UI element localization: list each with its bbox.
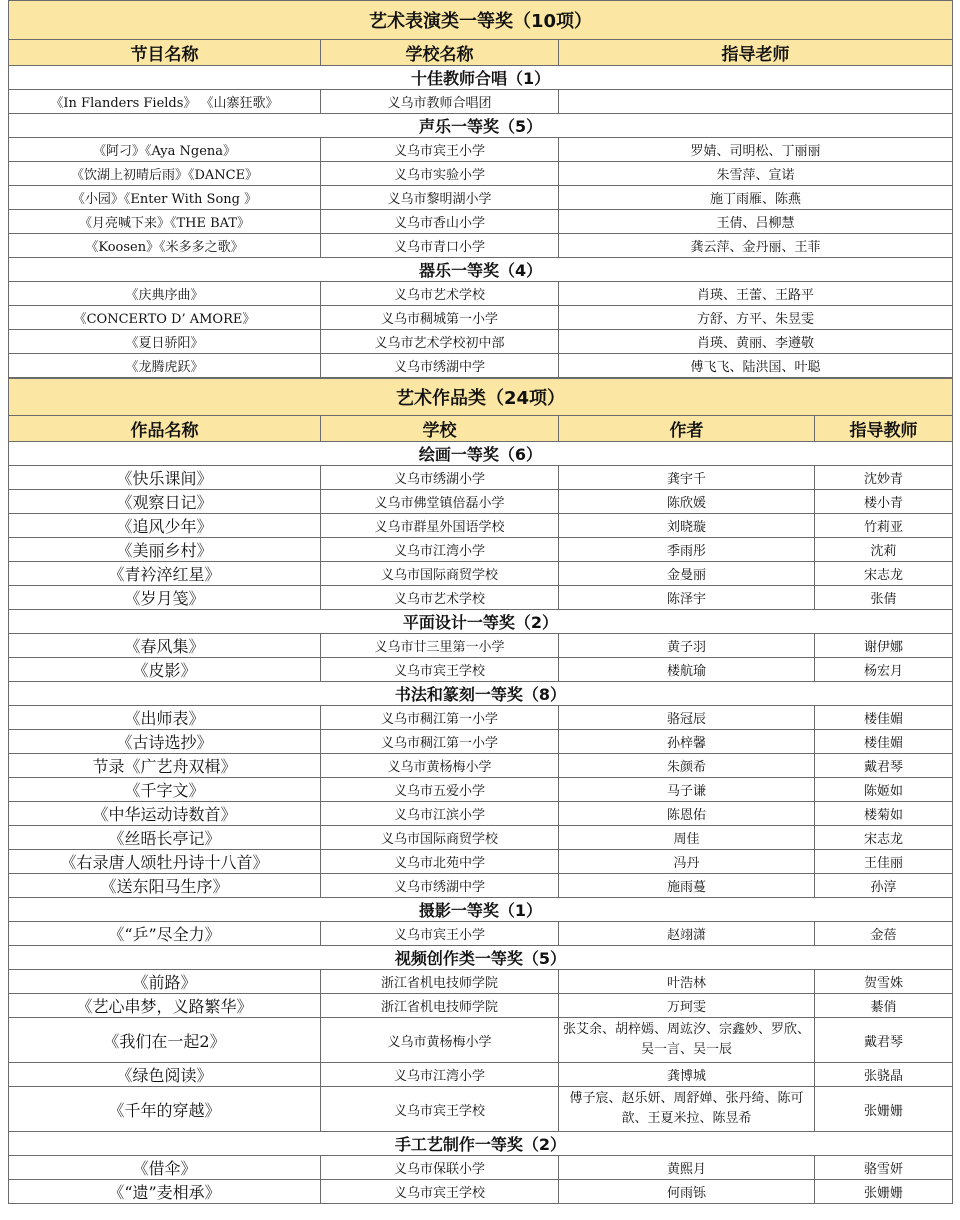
- award-group-title: 绘画一等奖（6）: [9, 442, 953, 466]
- program-name-cell: 《饮湖上初晴后雨》《DANCE》: [9, 162, 321, 186]
- author-cell: 刘晓璇: [559, 514, 815, 538]
- author-cell: 周佳: [559, 826, 815, 850]
- advisor-cell: 孙淳: [815, 874, 953, 898]
- table-row: [9, 282, 953, 306]
- teacher-cell: 肖瑛、黄丽、李遵敬: [559, 330, 953, 354]
- author-cell: 陈欣媛: [559, 490, 815, 514]
- advisor-cell: 张骁晶: [815, 1063, 953, 1087]
- school-cell: 义乌市群星外国语学校: [321, 514, 559, 538]
- award-group-title: 视频创作类一等奖（5）: [9, 946, 953, 970]
- work-name-cell: 《丝晤长亭记》: [9, 826, 321, 850]
- work-name-cell: 《快乐课间》: [9, 466, 321, 490]
- work-name-cell: 《春风集》: [9, 634, 321, 658]
- work-name-cell: 《中华运动诗数首》: [9, 802, 321, 826]
- school-cell: 义乌市宾王学校: [321, 1180, 559, 1204]
- author-cell: 龚宇千: [559, 466, 815, 490]
- advisor-cell: 张姗姗: [815, 1087, 953, 1132]
- author-cell: 季雨彤: [559, 538, 815, 562]
- table-row: [9, 586, 953, 610]
- advisor-cell: 楼菊如: [815, 802, 953, 826]
- author-cell: 黄熙月: [559, 1156, 815, 1180]
- work-name-cell: 《绿色阅读》: [9, 1063, 321, 1087]
- work-name-cell: 节录《广艺舟双楫》: [9, 754, 321, 778]
- table-row: [9, 730, 953, 754]
- author-cell: 何雨铄: [559, 1180, 815, 1204]
- teacher-cell: 龚云萍、金丹丽、王菲: [559, 234, 953, 258]
- teacher-cell: 肖瑛、王蕾、王路平: [559, 282, 953, 306]
- school-cell: 义乌市国际商贸学校: [321, 826, 559, 850]
- award-group-row: [9, 682, 953, 706]
- school-name-cell: 义乌市教师合唱团: [321, 90, 559, 114]
- award-group-row: [9, 66, 953, 90]
- table-row: [9, 706, 953, 730]
- advisor-cell: 宋志龙: [815, 826, 953, 850]
- table-row: [9, 490, 953, 514]
- table-row: [9, 186, 953, 210]
- school-cell: 义乌市宾王小学: [321, 922, 559, 946]
- school-name-cell: 义乌市黎明湖小学: [321, 186, 559, 210]
- table-row: [9, 850, 953, 874]
- author-cell: 冯丹: [559, 850, 815, 874]
- table-row: [9, 970, 953, 994]
- table-row: [9, 1156, 953, 1180]
- section-title-row: [9, 379, 953, 416]
- work-name-cell: 《皮影》: [9, 658, 321, 682]
- advisor-cell: 綦俏: [815, 994, 953, 1018]
- author-cell: 万珂雯: [559, 994, 815, 1018]
- table-row: [9, 778, 953, 802]
- work-name-cell: 《送东阳马生序》: [9, 874, 321, 898]
- author-cell: 龚博城: [559, 1063, 815, 1087]
- award-group-row: [9, 946, 953, 970]
- school-cell: 义乌市绣湖中学: [321, 874, 559, 898]
- work-name-cell: 《青衿淬红星》: [9, 562, 321, 586]
- column-header: 学校: [321, 416, 559, 442]
- column-header: 作者: [559, 416, 815, 442]
- teacher-cell: 傅飞飞、陆洪国、叶聪: [559, 354, 953, 378]
- artwork-awards-table: [8, 378, 953, 1204]
- advisor-cell: 戴君琴: [815, 1018, 953, 1063]
- school-name-cell: 义乌市香山小学: [321, 210, 559, 234]
- teacher-cell: 方舒、方平、朱昱雯: [559, 306, 953, 330]
- section-title: 艺术作品类（24项）: [9, 379, 953, 416]
- advisor-cell: 陈姬如: [815, 778, 953, 802]
- school-name-cell: 义乌市青口小学: [321, 234, 559, 258]
- teacher-cell: 王倩、吕柳慧: [559, 210, 953, 234]
- school-cell: 义乌市北苑中学: [321, 850, 559, 874]
- advisor-cell: 楼佳媚: [815, 730, 953, 754]
- advisor-cell: 贺雪姝: [815, 970, 953, 994]
- advisor-cell: 谢伊娜: [815, 634, 953, 658]
- award-group-row: [9, 114, 953, 138]
- section-title: 艺术表演类一等奖（10项）: [9, 1, 953, 40]
- work-name-cell: 《右录唐人颂牡丹诗十八首》: [9, 850, 321, 874]
- table-row: [9, 234, 953, 258]
- work-name-cell: 《千年的穿越》: [9, 1087, 321, 1132]
- teacher-cell: 施丁雨雁、陈燕: [559, 186, 953, 210]
- table-row: [9, 562, 953, 586]
- award-group-title: 声乐一等奖（5）: [9, 114, 953, 138]
- table-row: [9, 1180, 953, 1204]
- work-name-cell: 《我们在一起2》: [9, 1018, 321, 1063]
- column-header: 学校名称: [321, 40, 559, 66]
- award-group-row: [9, 610, 953, 634]
- column-header-row: [9, 40, 953, 66]
- school-cell: 义乌市黄杨梅小学: [321, 1018, 559, 1063]
- school-cell: 义乌市廿三里第一小学: [321, 634, 559, 658]
- school-name-cell: 义乌市艺术学校初中部: [321, 330, 559, 354]
- advisor-cell: 杨宏月: [815, 658, 953, 682]
- table-row: [9, 826, 953, 850]
- school-name-cell: 义乌市实验小学: [321, 162, 559, 186]
- work-name-cell: 《“遗”麦相承》: [9, 1180, 321, 1204]
- author-cell: 叶浩林: [559, 970, 815, 994]
- column-header: 指导老师: [559, 40, 953, 66]
- advisor-cell: 沈妙青: [815, 466, 953, 490]
- table-row: [9, 1063, 953, 1087]
- column-header: 节目名称: [9, 40, 321, 66]
- school-cell: 义乌市五爱小学: [321, 778, 559, 802]
- author-cell: 赵翊潇: [559, 922, 815, 946]
- program-name-cell: 《月亮喊下来》《THE BAT》: [9, 210, 321, 234]
- award-group-title: 十佳教师合唱（1）: [9, 66, 953, 90]
- award-group-row: [9, 442, 953, 466]
- advisor-cell: 张姗姗: [815, 1180, 953, 1204]
- author-cell: 张艾余、胡梓嫣、周竑汐、宗鑫妙、罗欣、吴一言、吴一辰: [559, 1018, 815, 1063]
- school-cell: 义乌市江湾小学: [321, 538, 559, 562]
- work-name-cell: 《出师表》: [9, 706, 321, 730]
- award-group-title: 书法和篆刻一等奖（8）: [9, 682, 953, 706]
- table-row: [9, 162, 953, 186]
- author-cell: 孙梓馨: [559, 730, 815, 754]
- school-name-cell: 义乌市绣湖中学: [321, 354, 559, 378]
- award-group-title: 摄影一等奖（1）: [9, 898, 953, 922]
- section-title-row: [9, 1, 953, 40]
- award-group-title: 手工艺制作一等奖（2）: [9, 1132, 953, 1156]
- advisor-cell: 骆雪妍: [815, 1156, 953, 1180]
- school-cell: 义乌市艺术学校: [321, 586, 559, 610]
- school-cell: 义乌市宾王学校: [321, 1087, 559, 1132]
- program-name-cell: 《In Flanders Fields》 《山寨狂歌》: [9, 90, 321, 114]
- table-row: [9, 90, 953, 114]
- table-row: [9, 210, 953, 234]
- program-name-cell: 《CONCERTO D’ AMORE》: [9, 306, 321, 330]
- work-name-cell: 《借伞》: [9, 1156, 321, 1180]
- award-group-title: 平面设计一等奖（2）: [9, 610, 953, 634]
- table-row: [9, 466, 953, 490]
- work-name-cell: 《古诗选抄》: [9, 730, 321, 754]
- table-row: [9, 330, 953, 354]
- table-row: [9, 354, 953, 378]
- author-cell: 施雨蔓: [559, 874, 815, 898]
- program-name-cell: 《小园》《Enter With Song 》: [9, 186, 321, 210]
- work-name-cell: 《千字文》: [9, 778, 321, 802]
- work-name-cell: 《岁月笺》: [9, 586, 321, 610]
- advisor-cell: 楼佳媚: [815, 706, 953, 730]
- teacher-cell: 罗婧、司明松、丁丽丽: [559, 138, 953, 162]
- award-group-row: [9, 258, 953, 282]
- program-name-cell: 《阿刁》《Aya Ngena》: [9, 138, 321, 162]
- table-row: [9, 634, 953, 658]
- school-cell: 义乌市宾王学校: [321, 658, 559, 682]
- award-sheet: [8, 0, 952, 1204]
- column-header: 指导教师: [815, 416, 953, 442]
- teacher-cell: [559, 90, 953, 114]
- school-cell: 义乌市江湾小学: [321, 1063, 559, 1087]
- table-row: [9, 1018, 953, 1063]
- table-row: [9, 1087, 953, 1132]
- school-cell: 义乌市国际商贸学校: [321, 562, 559, 586]
- author-cell: 傅子宸、赵乐妍、周舒婵、张丹绮、陈可歆、王夏米拉、陈昱希: [559, 1087, 815, 1132]
- program-name-cell: 《夏日骄阳》: [9, 330, 321, 354]
- table-row: [9, 658, 953, 682]
- school-cell: 义乌市稠江第一小学: [321, 730, 559, 754]
- school-name-cell: 义乌市宾王小学: [321, 138, 559, 162]
- work-name-cell: 《“乒”尽全力》: [9, 922, 321, 946]
- teacher-cell: 朱雪萍、宣诺: [559, 162, 953, 186]
- work-name-cell: 《观察日记》: [9, 490, 321, 514]
- school-cell: 义乌市绣湖小学: [321, 466, 559, 490]
- author-cell: 楼航瑜: [559, 658, 815, 682]
- work-name-cell: 《前路》: [9, 970, 321, 994]
- school-cell: 义乌市佛堂镇倍磊小学: [321, 490, 559, 514]
- school-name-cell: 义乌市艺术学校: [321, 282, 559, 306]
- program-name-cell: 《龙腾虎跃》: [9, 354, 321, 378]
- school-cell: 义乌市江滨小学: [321, 802, 559, 826]
- table-row: [9, 922, 953, 946]
- work-name-cell: 《追风少年》: [9, 514, 321, 538]
- school-cell: 义乌市保联小学: [321, 1156, 559, 1180]
- program-name-cell: 《Koosen》《米多多之歌》: [9, 234, 321, 258]
- award-group-row: [9, 1132, 953, 1156]
- column-header: 作品名称: [9, 416, 321, 442]
- advisor-cell: 张倩: [815, 586, 953, 610]
- author-cell: 黄子羽: [559, 634, 815, 658]
- author-cell: 陈泽宇: [559, 586, 815, 610]
- table-row: [9, 994, 953, 1018]
- advisor-cell: 竹莉亚: [815, 514, 953, 538]
- author-cell: 朱颜希: [559, 754, 815, 778]
- table-row: [9, 306, 953, 330]
- table-row: [9, 874, 953, 898]
- table-row: [9, 538, 953, 562]
- table-row: [9, 754, 953, 778]
- school-cell: 义乌市黄杨梅小学: [321, 754, 559, 778]
- school-name-cell: 义乌市稠城第一小学: [321, 306, 559, 330]
- program-name-cell: 《庆典序曲》: [9, 282, 321, 306]
- school-cell: 浙江省机电技师学院: [321, 994, 559, 1018]
- advisor-cell: 王佳丽: [815, 850, 953, 874]
- work-name-cell: 《艺心串梦，义路繁华》: [9, 994, 321, 1018]
- award-group-title: 器乐一等奖（4）: [9, 258, 953, 282]
- school-cell: 浙江省机电技师学院: [321, 970, 559, 994]
- author-cell: 金曼丽: [559, 562, 815, 586]
- school-cell: 义乌市稠江第一小学: [321, 706, 559, 730]
- work-name-cell: 《美丽乡村》: [9, 538, 321, 562]
- author-cell: 马子谦: [559, 778, 815, 802]
- award-group-row: [9, 898, 953, 922]
- performance-awards-table: [8, 0, 953, 378]
- advisor-cell: 宋志龙: [815, 562, 953, 586]
- table-row: [9, 802, 953, 826]
- advisor-cell: 戴君琴: [815, 754, 953, 778]
- table-row: [9, 138, 953, 162]
- author-cell: 陈恩佑: [559, 802, 815, 826]
- advisor-cell: 沈莉: [815, 538, 953, 562]
- advisor-cell: 金蓓: [815, 922, 953, 946]
- column-header-row: [9, 416, 953, 442]
- author-cell: 骆冠辰: [559, 706, 815, 730]
- table-row: [9, 514, 953, 538]
- advisor-cell: 楼小青: [815, 490, 953, 514]
